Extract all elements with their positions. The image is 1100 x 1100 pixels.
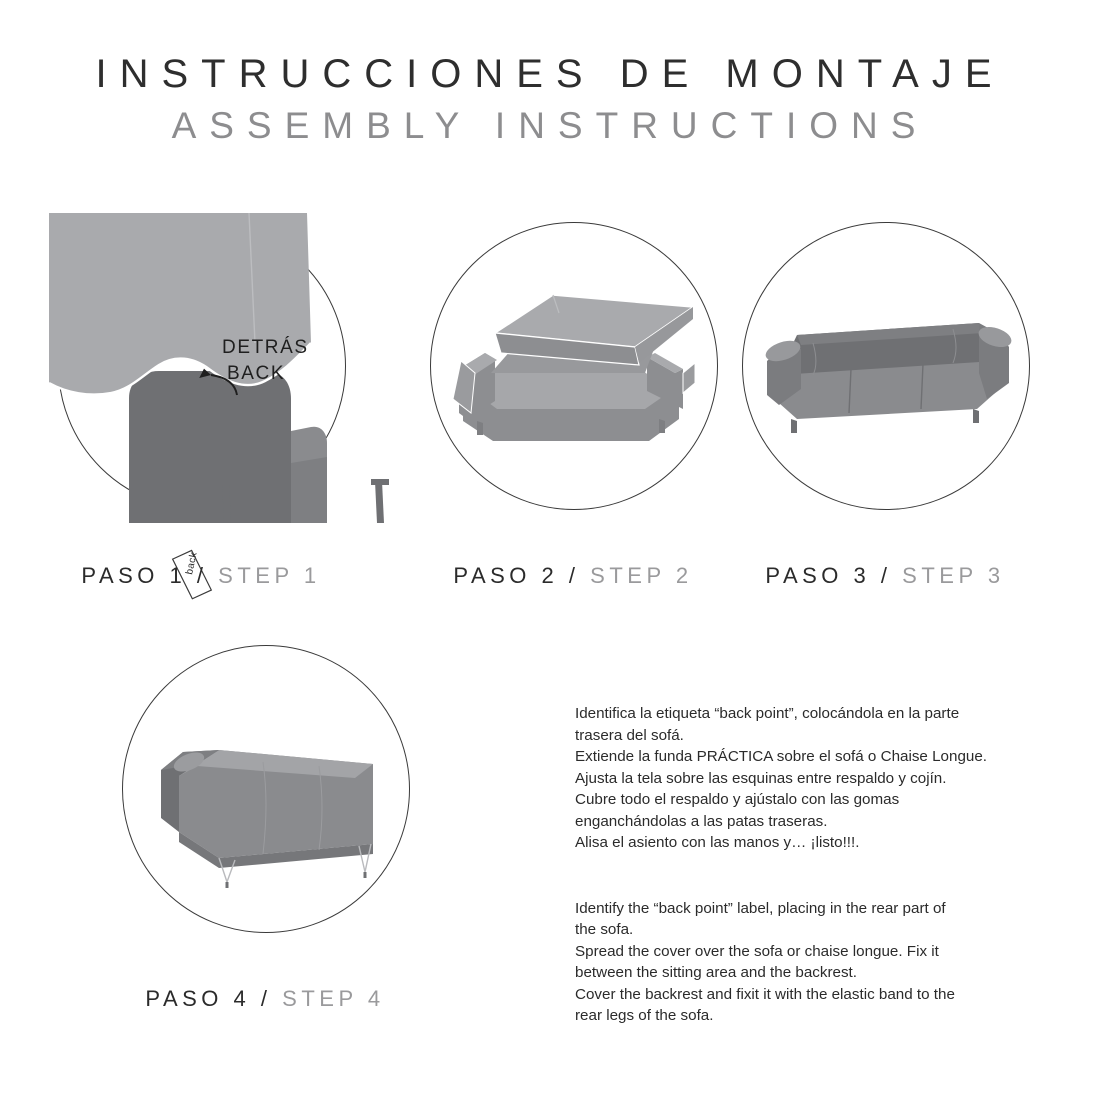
instructions-english: [575, 898, 1027, 1027]
instruction-line: Spread the cover over the sofa or chaise longue. Fix it: [575, 942, 939, 960]
instruction-line: enganchándolas a las patas traseras.: [575, 812, 828, 830]
instruction-line: Identifica la etiqueta “back point”, colocándola en la parte: [575, 705, 960, 722]
sofa-covered-step3: [763, 323, 1014, 433]
step-2-label-en: STEP 2: [590, 563, 693, 588]
step-2-illustration: [430, 222, 718, 510]
title-english: ASSEMBLY INSTRUCTIONS: [171, 104, 929, 146]
instructions-spanish: [575, 703, 1027, 854]
step-3-illustration: [742, 222, 1030, 510]
instruction-line: Identify the “back point” label, placing in the rear part of: [575, 899, 946, 917]
step-1-caption: [36, 563, 366, 589]
sofa-body-step1: [129, 371, 389, 523]
title-spanish: INSTRUCCIONES DE MONTAJE: [95, 52, 1005, 96]
step-2-caption: [408, 563, 738, 589]
instruction-line: between the sitting area and the backrest.: [575, 964, 857, 981]
step-4-illustration: [122, 645, 410, 933]
svg-text:back: back: [184, 551, 200, 576]
instruction-line: Cubre todo el respaldo y ajústalo con las gomas: [575, 791, 900, 808]
instruction-line: trasera del sofá.: [575, 726, 684, 744]
cover-fabric-step2: [495, 295, 693, 365]
step-1-label-es: PASO 1: [81, 563, 187, 588]
instruction-line: Alisa el asiento con las manos y… ¡listo!!!.: [575, 834, 860, 851]
step-2-label-es: PASO 2: [453, 563, 559, 588]
instructions-block: [575, 703, 1027, 1027]
step-4-caption: [100, 986, 430, 1012]
step-1-label-en: STEP 1: [218, 563, 321, 588]
step-2-separator: /: [568, 563, 580, 588]
step-4-label-es: PASO 4: [145, 986, 251, 1011]
detras-label: DETRÁS: [222, 337, 309, 358]
step-3-caption: [720, 563, 1050, 589]
step-1-separator: /: [196, 563, 208, 588]
instruction-line: Ajusta la tela sobre las esquinas entre respaldo y cojín.: [575, 769, 947, 787]
instruction-line: Extiende la funda PRÁCTICA sobre el sofá o Chaise Longue.: [575, 748, 987, 765]
sofa-rear-step4: [161, 749, 373, 888]
step-3-label-es: PASO 3: [765, 563, 871, 588]
step-3-separator: /: [880, 563, 892, 588]
instruction-line: Cover the backrest and fixit it with the elastic band to the: [575, 985, 955, 1003]
step-4-label-en: STEP 4: [282, 986, 385, 1011]
page-title: [0, 52, 1100, 149]
instruction-line: rear legs of the sofa.: [575, 1007, 714, 1024]
instruction-line: the sofa.: [575, 921, 634, 938]
step-3-label-en: STEP 3: [902, 563, 1005, 588]
step-4-separator: /: [260, 986, 272, 1011]
back-label: BACK: [227, 363, 286, 384]
